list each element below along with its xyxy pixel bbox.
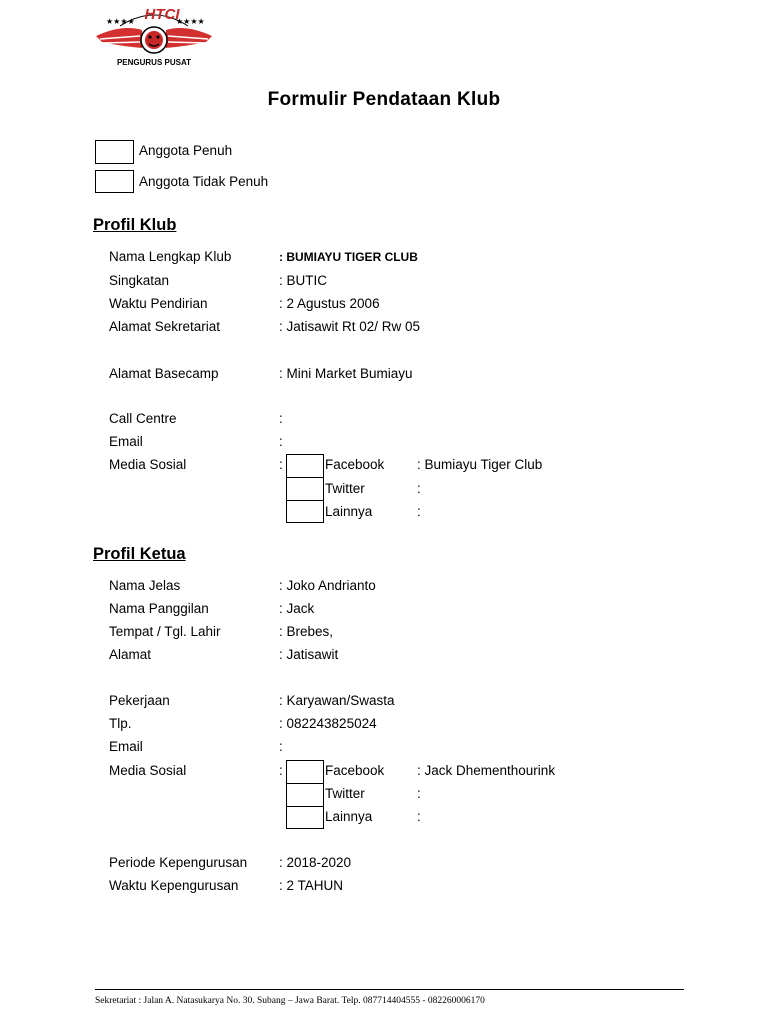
chair-email-value: : [279, 739, 283, 754]
club-email-label: Email [109, 434, 143, 449]
club-basecamp-label: Alamat Basecamp [109, 366, 219, 381]
club-secretariat-value: : Jatisawit Rt 02/ Rw 05 [279, 319, 421, 334]
chair-period-value: : 2018-2020 [279, 855, 352, 870]
form-title: Formulir Pendataan Klub [267, 89, 501, 110]
chair-address-label: Alamat [109, 647, 152, 662]
club-social-colon: : [279, 457, 283, 472]
club-founded-value: : 2 Agustus 2006 [279, 296, 380, 311]
chair-facebook-checkbox[interactable] [286, 760, 324, 784]
club-twitter-checkbox[interactable] [286, 477, 324, 501]
logo-subtitle: PENGURUS PUSAT [116, 58, 192, 67]
chair-twitter-value: : [417, 786, 421, 801]
club-founded-label: Waktu Pendirian [109, 296, 208, 311]
chair-birth-value: : Brebes, [279, 624, 334, 639]
chair-twitter-label: Twitter [325, 786, 365, 801]
club-twitter-label: Twitter [325, 481, 365, 496]
club-facebook-value: : Bumiayu Tiger Club [417, 457, 543, 472]
chair-duration-label: Waktu Kepengurusan [109, 878, 239, 893]
svg-text:★★★★: ★★★★ [176, 17, 205, 26]
club-other-label: Lainnya [325, 504, 373, 519]
chair-facebook-value: : Jack Dhementhourink [417, 763, 556, 778]
chair-twitter-checkbox[interactable] [286, 783, 324, 807]
chair-phone-value: : 082243825024 [279, 716, 377, 731]
partial-member-label: Anggota Tidak Penuh [139, 174, 269, 189]
chair-address-value: : Jatisawit [279, 647, 339, 662]
chair-duration-value: : 2 TAHUN [279, 878, 344, 893]
club-callcentre-label: Call Centre [109, 411, 177, 426]
chair-fullname-value: : Joko Andrianto [279, 578, 376, 593]
chair-phone-label: Tlp. [109, 716, 132, 731]
club-email-value: : [279, 434, 283, 449]
club-social-label: Media Sosial [109, 457, 187, 472]
chair-birth-label: Tempat / Tgl. Lahir [109, 624, 221, 639]
full-member-checkbox[interactable] [95, 140, 134, 164]
chair-facebook-label: Facebook [325, 763, 385, 778]
club-other-value: : [417, 504, 421, 519]
chair-nickname-value: : Jack [279, 601, 315, 616]
partial-member-checkbox[interactable] [95, 170, 134, 193]
logo-text: HTCI [144, 6, 180, 23]
club-basecamp-value: : Mini Market Bumiayu [279, 366, 413, 381]
chair-job-label: Pekerjaan [109, 693, 170, 708]
chair-job-value: : Karyawan/Swasta [279, 693, 395, 708]
footer-address: Sekretariat : Jalan A. Natasukarya No. 30. Subang – Jawa Barat. Telp. 087714404555 - 082260006170 [95, 996, 485, 1006]
chair-other-checkbox[interactable] [286, 806, 324, 829]
club-secretariat-label: Alamat Sekretariat [109, 319, 221, 334]
full-member-label: Anggota Penuh [139, 143, 233, 158]
chair-social-label: Media Sosial [109, 763, 187, 778]
chair-fullname-label: Nama Jelas [109, 578, 181, 593]
club-name-value: : BUMIAYU TIGER CLUB [279, 250, 418, 264]
chair-other-value: : [417, 809, 421, 824]
club-abbr-label: Singkatan [109, 273, 170, 288]
chair-other-label: Lainnya [325, 809, 373, 824]
club-section-title: Profil Klub [93, 216, 177, 234]
chair-nickname-label: Nama Panggilan [109, 601, 209, 616]
club-callcentre-value: : [279, 411, 283, 426]
club-facebook-label: Facebook [325, 457, 385, 472]
chair-period-label: Periode Kepengurusan [109, 855, 248, 870]
club-other-checkbox[interactable] [286, 500, 324, 523]
club-facebook-checkbox[interactable] [286, 454, 324, 478]
club-twitter-value: : [417, 481, 421, 496]
chair-email-label: Email [109, 739, 143, 754]
svg-text:★★★★: ★★★★ [106, 17, 135, 26]
club-name-label: Nama Lengkap Klub [109, 249, 232, 264]
club-abbr-value: : BUTIC [279, 273, 328, 288]
chair-section-title: Profil Ketua [93, 545, 186, 563]
footer-divider [95, 989, 684, 990]
chair-social-colon: : [279, 763, 283, 778]
